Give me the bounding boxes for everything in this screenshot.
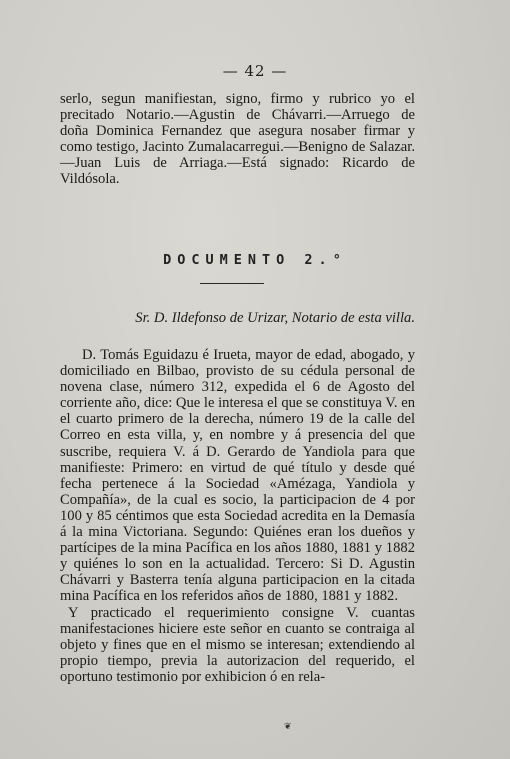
heading-rule	[200, 283, 264, 284]
intro-text-block	[60, 91, 415, 188]
page-number: — 42 —	[222, 62, 288, 80]
body-paragraph-2: Y practicado el requerimiento consigne V. cuantas manifestaciones hiciere este señor en cuanto se contraiga al objeto y fines que en el mismo se interesan; extendiendo al propio tiempo, previa la autorizacion del requerido, el oportuno testimonio por exhibicion ó en rela-	[60, 604, 415, 685]
salutation-line: Sr. D. Ildefonso de Urizar, Notario de esta villa.	[135, 310, 415, 326]
intro-paragraph: serlo, segun manifiestan, signo, firmo y rubrico yo el precitado Notario.—Agustin de Chávarri.—Arruego de doña Dominica Fernandez que asegura nosaber firmar y como testigo, Jacinto Zumalacarregui.—Benigno de Salazar.—Juan Luis de Arriaga.—Está signado: Ricardo de Vildósola.	[60, 91, 415, 188]
document-body	[60, 347, 415, 685]
document-heading: DOCUMENTO 2.°	[163, 252, 347, 268]
body-paragraph-1: D. Tomás Eguidazu é Irueta, mayor de edad, abogado, y domiciliado en Bilbao, provisto de su cédula personal de novena clase, número 312, expedida el 6 de Agosto del corriente año, dice: Que le interesa el que se constituya V. en el cuarto primero de la derecha, número 19 de la calle del Correo en esta villa, y, en nombre y á presencia del que suscribe, requiera V. á D. Gerardo de Yandiola para que manifieste: Primero: en virtud de qué título y desde qué fecha pertenece á la Sociedad «Amézaga, Yandiola y Compañía», de la cual es socio, la participacion de 4 por 100 y 85 céntimos que esta Sociedad acredita en la Demasía á la mina Victoriana. Segundo: Quiénes eran los dueños y partícipes de la mina Pacífica en los años 1880, 1881 y 1882 y quiénes lo son en la actualidad. Tercero: Si D. Agustin Chávarri y Basterra tenía alguna participacion en la citada mina Pacífica en los referidos años de 1880, 1881 y 1882.	[60, 347, 415, 605]
ink-spot: ❦	[284, 722, 292, 732]
